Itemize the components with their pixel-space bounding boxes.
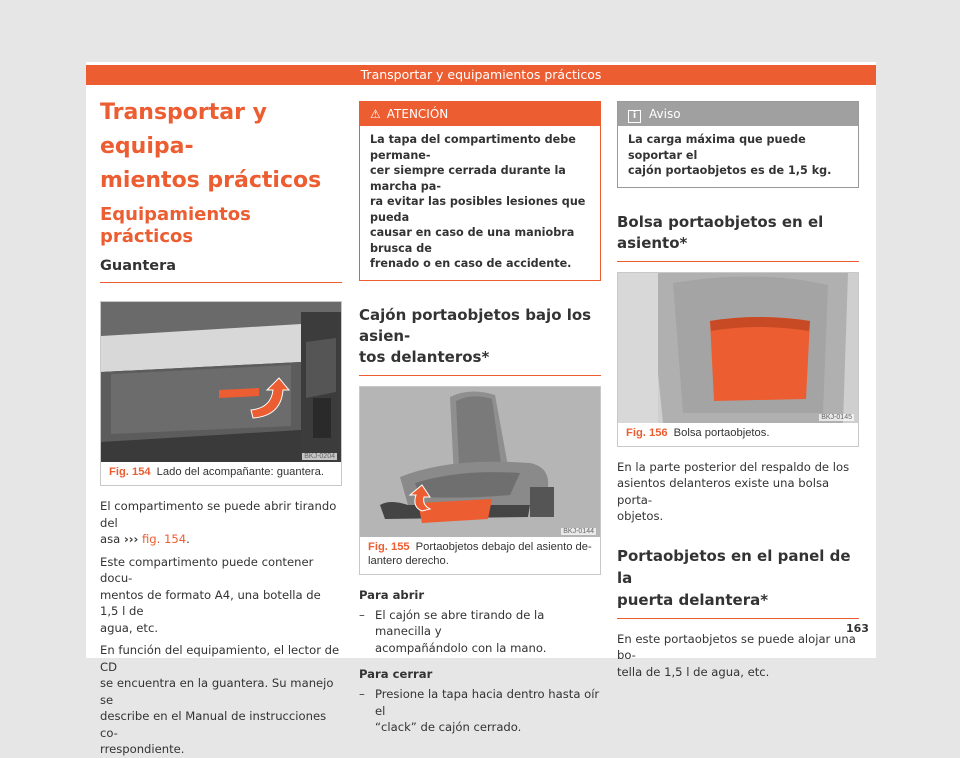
list-item: – Presione la tapa hacia dentro hasta oír el “clack” de cajón cerrado. <box>359 687 600 734</box>
section-heading-guantera: Guantera <box>100 256 342 283</box>
running-header <box>86 65 876 85</box>
seat-pocket-illustration <box>618 273 858 423</box>
figure-code: BKJ-0204 <box>304 453 335 460</box>
warning-header: ⚠ ATENCIÓN <box>360 102 600 126</box>
figure-code: BKJ-0144 <box>563 527 594 535</box>
figure-caption: Fig. 156 Bolsa portaobjetos. <box>626 426 770 439</box>
paragraph: En este portaobjetos se puede alojar una bo- tella de 1,5 l de agua, etc. <box>617 631 856 679</box>
figure-caption: Fig. 154 Lado del acompañante: guantera. <box>109 466 324 478</box>
figure-caption: Fig. 155 Portaobjetos debajo del asiento de- lantero derecho. <box>368 540 592 567</box>
info-icon: i <box>628 110 641 123</box>
body-text <box>100 498 342 758</box>
figure-155 <box>359 386 601 575</box>
seat-drawer-illustration <box>360 387 600 537</box>
note-text: La carga máxima que puede soportar el cajón portaobjetos es de 1,5 kg. <box>628 133 832 177</box>
note-box <box>617 101 859 188</box>
middle-column <box>359 101 601 736</box>
section-heading-puerta: Portaobjetos en el panel de la puerta delantera* <box>617 545 859 619</box>
figure-156 <box>617 272 859 447</box>
figure-reference-link[interactable]: fig. 154 <box>138 532 187 546</box>
left-column <box>100 96 342 758</box>
paragraph: En la parte posterior del respaldo de los asientos delanteros existe una bolsa porta- objetos. <box>617 459 850 523</box>
glovebox-illustration <box>101 302 341 462</box>
figure-number: Fig. 154 <box>109 466 151 478</box>
figure-code: BKJ-0145 <box>821 413 852 421</box>
seat-pocket-image <box>618 273 858 423</box>
instructions <box>359 587 601 736</box>
page-title: Transportar y equipa- mientos prácticos <box>100 100 322 193</box>
chapter-subtitle: Equipamientos prácticos <box>100 204 251 247</box>
warning-box <box>359 101 601 281</box>
figure-number: Fig. 155 <box>368 540 410 553</box>
warning-triangle-icon: ⚠ <box>370 107 381 121</box>
note-header: i Aviso <box>618 102 858 126</box>
warning-text: La tapa del compartimento debe permane- cer siempre cerrada durante la marcha pa- ra evitar las posibles lesiones que pueda causar en caso de una maniobra brusca de frenado o en caso de accidente. <box>370 133 586 270</box>
section-heading-cajon: Cajón portaobjetos bajo los asien- tos delanteros* <box>359 305 601 376</box>
seat-drawer-image <box>360 387 600 537</box>
glovebox-image <box>101 302 341 462</box>
cross-reference-arrows: ››› <box>123 532 139 546</box>
close-label: Para cerrar <box>359 667 433 681</box>
right-column <box>617 101 859 680</box>
list-item: – El cajón se abre tirando de la manecilla y acompañándolo con la mano. <box>359 607 547 655</box>
paragraph: Este compartimento puede contener docu- mentos de formato A4, una botella de 1,5 l de agua, etc. <box>100 554 321 635</box>
running-title: Transportar y equipamientos prácticos <box>360 67 602 82</box>
figure-number: Fig. 156 <box>626 426 668 439</box>
section-heading-bolsa: Bolsa portaobjetos en el asiento* <box>617 212 859 262</box>
open-label: Para abrir <box>359 587 425 602</box>
page-number: 163 <box>846 622 869 635</box>
paragraph: El compartimento se puede abrir tirando del asa ››› fig. 154. <box>100 499 337 546</box>
paragraph: En función del equipamiento, el lector de CD se encuentra en la guantera. Su manejo se describe en el Manual de instrucciones co- rrespondiente. <box>100 643 340 756</box>
figure-154 <box>100 301 342 486</box>
